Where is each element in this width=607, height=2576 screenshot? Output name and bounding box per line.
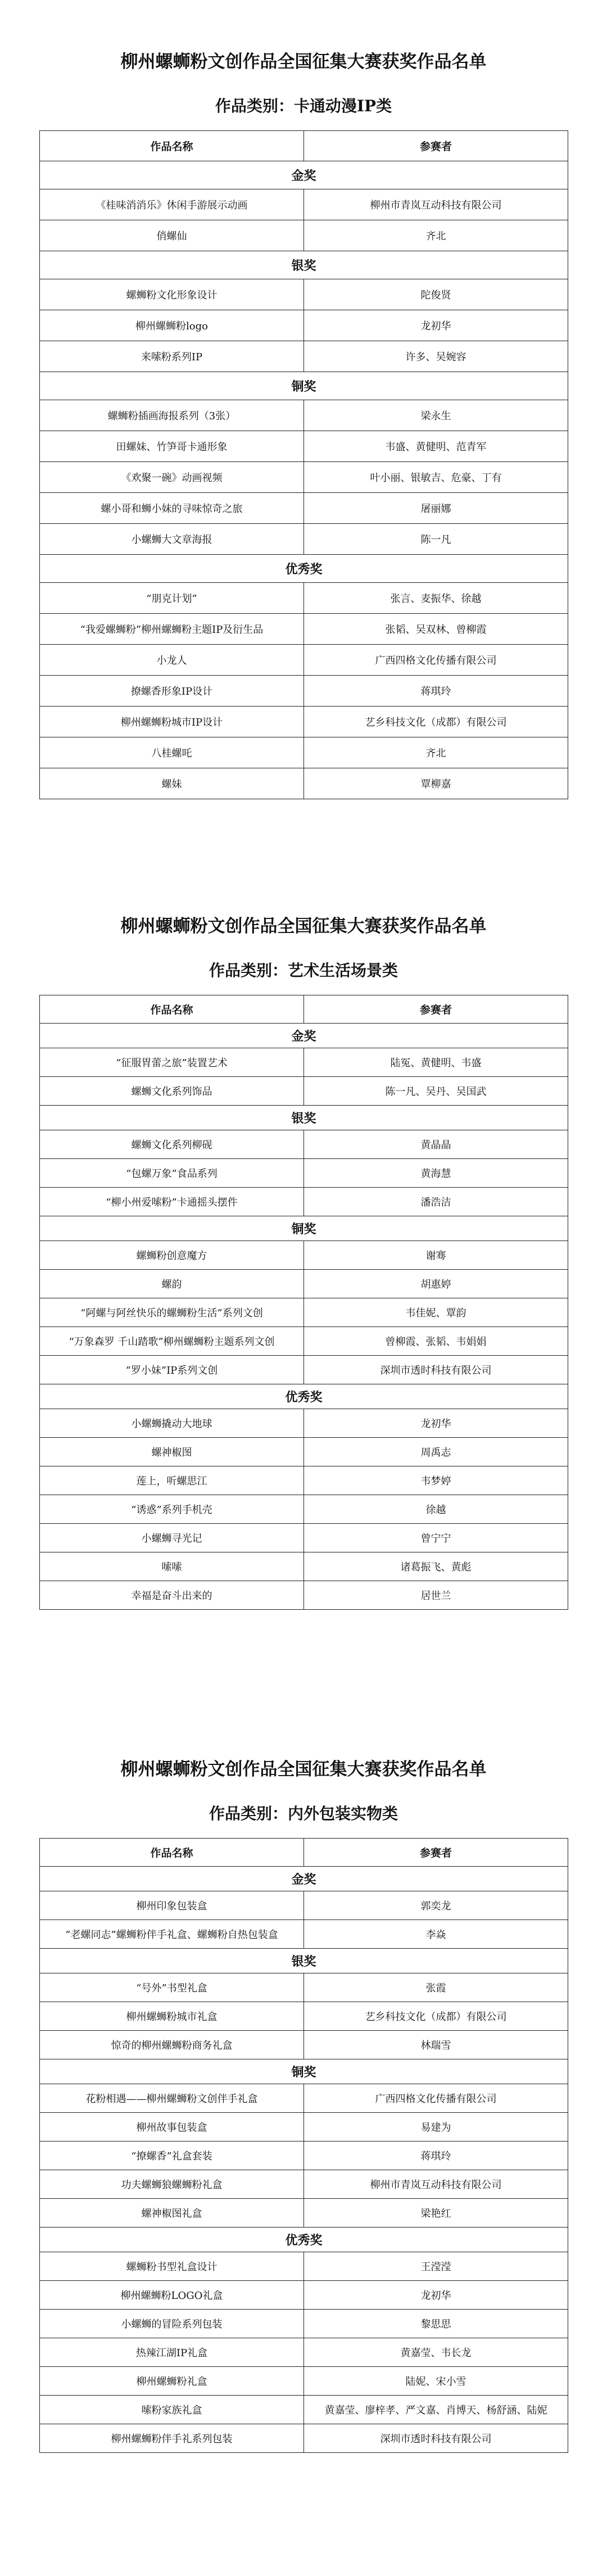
- award-level: 优秀奖: [40, 1384, 568, 1409]
- table-header-row: [40, 131, 568, 161]
- header-work-name: 作品名称: [40, 131, 304, 161]
- entrant-cell: 居世兰: [304, 1581, 568, 1610]
- work-name-cell: 螺小哥和蛳小妹的寻味惊奇之旅: [40, 493, 304, 524]
- table-row: [40, 2113, 568, 2142]
- entrant-cell: 诸葛振飞、黄彪: [304, 1552, 568, 1581]
- entrant-cell: 黄嘉莹、廖梓孝、严文嘉、肖博天、杨舒涵、陆妮: [304, 2396, 568, 2424]
- table-row: [40, 2199, 568, 2228]
- category-title: 作品类别：卡通动漫IP类: [215, 97, 392, 115]
- award-level: 铜奖: [40, 1216, 568, 1241]
- award-level: 金奖: [40, 1024, 568, 1048]
- entrant-cell: 蒋琪玲: [304, 676, 568, 707]
- work-name-cell: “阿螺与阿丝快乐的螺蛳粉生活”系列文创: [40, 1298, 304, 1327]
- header-entrant: 参赛者: [304, 995, 568, 1024]
- entrant-cell: 易建为: [304, 2113, 568, 2142]
- table-row: [40, 614, 568, 645]
- work-name-cell: 螺蛳粉书型礼盒设计: [40, 2252, 304, 2281]
- award-row: [40, 1106, 568, 1130]
- work-name-cell: 撩螺香形象IP设计: [40, 676, 304, 707]
- entrant-cell: 深圳市透时科技有限公司: [304, 1356, 568, 1384]
- entrant-cell: 黄嘉莹、韦长龙: [304, 2338, 568, 2367]
- work-name-cell: “诱惑”系列手机壳: [40, 1495, 304, 1524]
- table-row: [40, 1409, 568, 1438]
- awards-table: [39, 130, 568, 799]
- table-row: [40, 310, 568, 341]
- table-row: [40, 220, 568, 251]
- category-title: 作品类别：内外包装实物类: [209, 1804, 398, 1823]
- work-name-cell: 螺妹: [40, 768, 304, 799]
- work-name-cell: 螺蛳粉插画海报系列（3张）: [40, 400, 304, 431]
- table-row: [40, 707, 568, 737]
- award-level: 金奖: [40, 1867, 568, 1891]
- entrant-cell: 陈一凡: [304, 524, 568, 555]
- section-art-life: [39, 915, 568, 1610]
- work-name-cell: 小螺蛳的冒险系列包装: [40, 2310, 304, 2338]
- table-row: [40, 1581, 568, 1610]
- entrant-cell: 广西四格文化传播有限公司: [304, 2084, 568, 2113]
- section-packaging: [39, 1758, 568, 2453]
- table-row: [40, 1188, 568, 1216]
- table-row: [40, 2310, 568, 2338]
- section-cartoon-ip: [39, 51, 568, 799]
- work-name-cell: 螺神椒图: [40, 1438, 304, 1466]
- table-row: [40, 1130, 568, 1159]
- entrant-cell: 林瑞雪: [304, 2031, 568, 2059]
- award-row: [40, 2228, 568, 2252]
- table-row: [40, 1973, 568, 2002]
- award-level: 金奖: [40, 161, 568, 189]
- entrant-cell: 许多、吴婉容: [304, 341, 568, 372]
- award-level: 银奖: [40, 251, 568, 279]
- table-header-row: [40, 1839, 568, 1867]
- table-row: [40, 2031, 568, 2059]
- entrant-cell: 周禹志: [304, 1438, 568, 1466]
- work-name-cell: 嗦粉家族礼盒: [40, 2396, 304, 2424]
- work-name-cell: “号外”书型礼盒: [40, 1973, 304, 2002]
- page-title: 柳州螺蛳粉文创作品全国征集大赛获奖作品名单: [120, 916, 487, 936]
- entrant-cell: 韦盛、黄健明、范青军: [304, 431, 568, 462]
- entrant-cell: 陈一凡、吴丹、吴国武: [304, 1077, 568, 1106]
- category-title: 作品类别：艺术生活场景类: [209, 961, 398, 980]
- awards-table: [39, 995, 568, 1610]
- entrant-cell: 韦佳妮、覃韵: [304, 1298, 568, 1327]
- entrant-cell: 艺乡科技文化（成都）有限公司: [304, 707, 568, 737]
- work-name-cell: 柳州螺蛳粉礼盒: [40, 2367, 304, 2396]
- entrant-cell: 柳州市青岚互动科技有限公司: [304, 189, 568, 220]
- work-name-cell: 八桂螺吒: [40, 737, 304, 768]
- award-row: [40, 1024, 568, 1048]
- work-name-cell: 田螺妹、竹笋哥卡通形象: [40, 431, 304, 462]
- table-row: [40, 2367, 568, 2396]
- header-work-name: 作品名称: [40, 995, 304, 1024]
- table-row: [40, 2396, 568, 2424]
- work-name-cell: “朋克计划”: [40, 583, 304, 614]
- table-row: [40, 2252, 568, 2281]
- table-row: [40, 1438, 568, 1466]
- entrant-cell: 齐北: [304, 737, 568, 768]
- table-row: [40, 2084, 568, 2113]
- work-name-cell: 柳州螺蛳粉伴手礼系列包装: [40, 2424, 304, 2453]
- entrant-cell: 陆冤、黄健明、韦盛: [304, 1048, 568, 1077]
- work-name-cell: “包螺万象”食品系列: [40, 1159, 304, 1188]
- work-name-cell: “我爱螺蛳粉”柳州螺蛳粉主题IP及衍生品: [40, 614, 304, 645]
- page-title: 柳州螺蛳粉文创作品全国征集大赛获奖作品名单: [120, 52, 487, 72]
- work-name-cell: 螺神椒图礼盒: [40, 2199, 304, 2228]
- work-name-cell: 俏螺仙: [40, 220, 304, 251]
- work-name-cell: 《欢聚一碗》动画视频: [40, 462, 304, 493]
- entrant-cell: 徐越: [304, 1495, 568, 1524]
- work-name-cell: 惊奇的柳州螺蛳粉商务礼盒: [40, 2031, 304, 2059]
- work-name-cell: 螺蛳粉创意魔方: [40, 1241, 304, 1270]
- award-row: [40, 372, 568, 400]
- work-name-cell: 柳州螺蛳粉logo: [40, 310, 304, 341]
- entrant-cell: 胡惠婷: [304, 1270, 568, 1298]
- table-row: [40, 341, 568, 372]
- table-row: [40, 1891, 568, 1920]
- table-row: [40, 1466, 568, 1495]
- entrant-cell: 陀俊贤: [304, 279, 568, 310]
- entrant-cell: 曾宁宁: [304, 1524, 568, 1552]
- entrant-cell: 屠丽娜: [304, 493, 568, 524]
- work-name-cell: “老螺同志”螺蛳粉伴手礼盒、螺蛳粉自热包装盒: [40, 1920, 304, 1949]
- work-name-cell: 柳州螺蛳粉LOGO礼盒: [40, 2281, 304, 2310]
- table-row: [40, 2170, 568, 2199]
- award-row: [40, 2059, 568, 2084]
- work-name-cell: 小螺蛳撬动大地球: [40, 1409, 304, 1438]
- entrant-cell: 艺乡科技文化（成都）有限公司: [304, 2002, 568, 2031]
- entrant-cell: 黎思思: [304, 2310, 568, 2338]
- award-row: [40, 251, 568, 279]
- work-name-cell: “征服胃蕾之旅”装置艺术: [40, 1048, 304, 1077]
- table-row: [40, 2281, 568, 2310]
- entrant-cell: 龙初华: [304, 1409, 568, 1438]
- table-row: [40, 1495, 568, 1524]
- award-row: [40, 1949, 568, 1973]
- table-row: [40, 2002, 568, 2031]
- work-name-cell: 幸福是奋斗出来的: [40, 1581, 304, 1610]
- table-row: [40, 645, 568, 676]
- table-row: [40, 1270, 568, 1298]
- entrant-cell: 蒋琪玲: [304, 2142, 568, 2170]
- work-name-cell: 小螺蛳寻光记: [40, 1524, 304, 1552]
- work-name-cell: “撩螺香”礼盒套装: [40, 2142, 304, 2170]
- award-level: 银奖: [40, 1949, 568, 1973]
- award-row: [40, 1384, 568, 1409]
- award-row: [40, 1867, 568, 1891]
- header-entrant: 参赛者: [304, 1839, 568, 1867]
- award-row: [40, 161, 568, 189]
- work-name-cell: 柳州螺蛳粉城市IP设计: [40, 707, 304, 737]
- award-row: [40, 555, 568, 583]
- entrant-cell: 梁永生: [304, 400, 568, 431]
- table-row: [40, 189, 568, 220]
- work-name-cell: 热辣江湖IP礼盒: [40, 2338, 304, 2367]
- entrant-cell: 陆妮、宋小雪: [304, 2367, 568, 2396]
- work-name-cell: 螺蛳粉文化形象设计: [40, 279, 304, 310]
- table-row: [40, 400, 568, 431]
- entrant-cell: 龙初华: [304, 2281, 568, 2310]
- table-row: [40, 737, 568, 768]
- entrant-cell: 潘浩洁: [304, 1188, 568, 1216]
- entrant-cell: 深圳市透时科技有限公司: [304, 2424, 568, 2453]
- work-name-cell: 嗦嗦: [40, 1552, 304, 1581]
- table-row: [40, 1356, 568, 1384]
- work-name-cell: 功夫螺蛳狼螺蛳粉礼盒: [40, 2170, 304, 2199]
- header-entrant: 参赛者: [304, 131, 568, 161]
- table-row: [40, 1241, 568, 1270]
- work-name-cell: 螺韵: [40, 1270, 304, 1298]
- table-row: [40, 768, 568, 799]
- award-row: [40, 1216, 568, 1241]
- entrant-cell: 齐北: [304, 220, 568, 251]
- table-row: [40, 1048, 568, 1077]
- entrant-cell: 韦梦婷: [304, 1466, 568, 1495]
- entrant-cell: 柳州市青岚互动科技有限公司: [304, 2170, 568, 2199]
- work-name-cell: 来嗦粉系列IP: [40, 341, 304, 372]
- table-row: [40, 1552, 568, 1581]
- entrant-cell: 谢骞: [304, 1241, 568, 1270]
- award-level: 铜奖: [40, 2059, 568, 2084]
- entrant-cell: 李焱: [304, 1920, 568, 1949]
- entrant-cell: 黄海慧: [304, 1159, 568, 1188]
- table-row: [40, 1524, 568, 1552]
- entrant-cell: 郭奕龙: [304, 1891, 568, 1920]
- work-name-cell: 莲上，听螺思江: [40, 1466, 304, 1495]
- entrant-cell: 龙初华: [304, 310, 568, 341]
- entrant-cell: 黄晶晶: [304, 1130, 568, 1159]
- table-row: [40, 2338, 568, 2367]
- entrant-cell: 曾柳霞、张韬、韦娟娟: [304, 1327, 568, 1356]
- award-level: 银奖: [40, 1106, 568, 1130]
- table-row: [40, 524, 568, 555]
- work-name-cell: “罗小妹”IP系列文创: [40, 1356, 304, 1384]
- header-work-name: 作品名称: [40, 1839, 304, 1867]
- entrant-cell: 张韬、吴双林、曾柳霞: [304, 614, 568, 645]
- entrant-cell: 王滢滢: [304, 2252, 568, 2281]
- awards-table: [39, 1838, 568, 2453]
- table-row: [40, 1298, 568, 1327]
- work-name-cell: 柳州印象包装盒: [40, 1891, 304, 1920]
- work-name-cell: 螺蛳文化系列柳砚: [40, 1130, 304, 1159]
- entrant-cell: 叶小丽、银敏吉、危豪、丁有: [304, 462, 568, 493]
- table-row: [40, 1327, 568, 1356]
- work-name-cell: 螺蛳文化系列饰品: [40, 1077, 304, 1106]
- work-name-cell: 花粉相遇——柳州螺蛳粉文创伴手礼盒: [40, 2084, 304, 2113]
- work-name-cell: 小螺蛳大文章海报: [40, 524, 304, 555]
- work-name-cell: “万象森罗 千山踏歌”柳州螺蛳粉主题系列文创: [40, 1327, 304, 1356]
- work-name-cell: 柳州故事包装盒: [40, 2113, 304, 2142]
- table-row: [40, 1920, 568, 1949]
- page-title: 柳州螺蛳粉文创作品全国征集大赛获奖作品名单: [120, 1759, 487, 1780]
- work-name-cell: 小龙人: [40, 645, 304, 676]
- table-row: [40, 2142, 568, 2170]
- entrant-cell: 广西四格文化传播有限公司: [304, 645, 568, 676]
- entrant-cell: 张霞: [304, 1973, 568, 2002]
- table-row: [40, 2424, 568, 2453]
- table-row: [40, 1159, 568, 1188]
- table-row: [40, 1077, 568, 1106]
- entrant-cell: 张言、麦振华、徐越: [304, 583, 568, 614]
- table-row: [40, 431, 568, 462]
- table-row: [40, 493, 568, 524]
- entrant-cell: 梁艳红: [304, 2199, 568, 2228]
- work-name-cell: 柳州螺蛳粉城市礼盒: [40, 2002, 304, 2031]
- entrant-cell: 覃柳嘉: [304, 768, 568, 799]
- work-name-cell: 《桂味消消乐》休闲手游展示动画: [40, 189, 304, 220]
- table-header-row: [40, 995, 568, 1024]
- table-row: [40, 462, 568, 493]
- table-row: [40, 279, 568, 310]
- award-level: 优秀奖: [40, 555, 568, 583]
- work-name-cell: “柳小州爱嗦粉”卡通摇头摆件: [40, 1188, 304, 1216]
- table-row: [40, 676, 568, 707]
- award-level: 铜奖: [40, 372, 568, 400]
- table-row: [40, 583, 568, 614]
- award-level: 优秀奖: [40, 2228, 568, 2252]
